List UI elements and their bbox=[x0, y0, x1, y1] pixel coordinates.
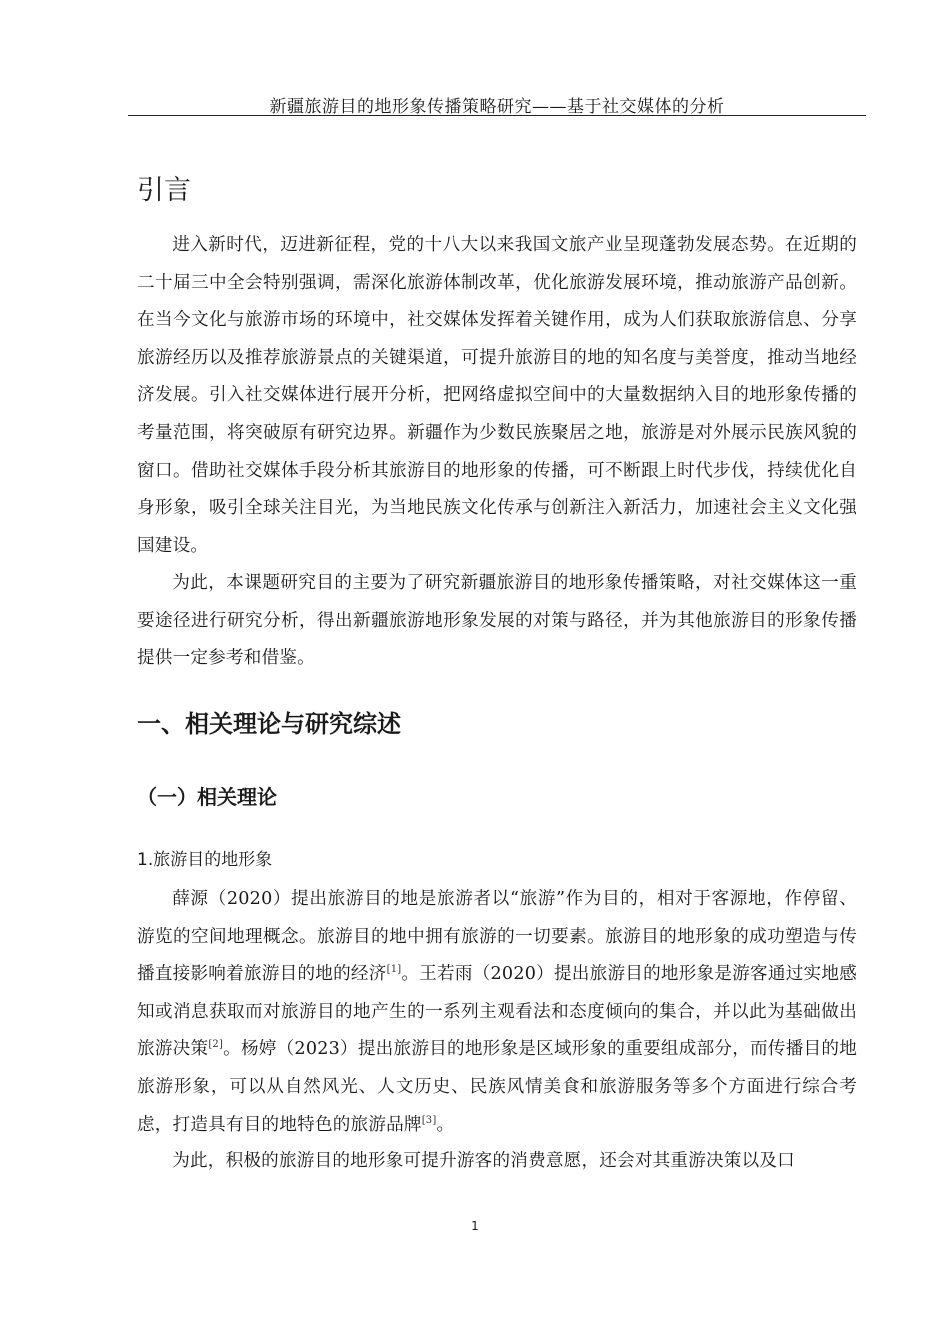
intro-paragraph-2: 为此，本课题研究目的主要为了研究新疆旅游目的地形象传播策略，对社交媒体这一重要途径进行研究分析，得出新疆旅游地形象发展的对策与路径，并为其他旅游目的形象传播提供一定参考和借鉴。 bbox=[137, 573, 857, 669]
citation-ref-2[interactable]: [2] bbox=[208, 1039, 224, 1051]
body-paragraph-4: 为此，积极的旅游目的地形象可提升游客的消费意愿，还会对其重游决策以及口 bbox=[172, 1151, 795, 1171]
paragraph-text: 。杨婷（2023）提出旅游目的地形象是区域形象的重要组成部分，而传播目的地旅游形象，可以从自然风光、人文历史、民族风情美食和旅游服务等多个方面进行综合考虑，打造具有目的地特色的旅游品牌 bbox=[137, 1039, 857, 1135]
paragraph-text: 。王若雨（2020）提出旅游目的地形象是游客通过实地感知或消息获取而对旅游目的地产生的一系列主观看法和态度倾向的集合，并以此为基础做出旅游决策 bbox=[137, 964, 857, 1060]
body-paragraph-3 bbox=[137, 881, 857, 1144]
paragraph-text: 。 bbox=[436, 1114, 455, 1135]
section-1-heading: 一、相关理论与研究综述 bbox=[137, 710, 401, 738]
page-number: 1 bbox=[471, 1219, 479, 1233]
item-heading: 1.旅游目的地形象 bbox=[137, 850, 273, 870]
running-header: 新疆旅游目的地形象传播策略研究——基于社交媒体的分析 bbox=[269, 97, 725, 117]
intro-paragraph-1: 进入新时代，迈进新征程，党的十八大以来我国文旅产业呈现蓬勃发展态势。在近期的二十届三中全会特别强调，需深化旅游体制改革，优化旅游发展环境，推动旅游产品创新。在当今文化与旅游市场的环境中，社交媒体发挥着关键作用，成为人们获取旅游信息、分享旅游经历以及推荐旅游景点的关键渠道，可提升旅游目的地的知名度与美誉度，推动当地经济发展。引入社交媒体进行展开分析，把网络虚拟空间中的大量数据纳入目的地形象传播的考量范围，将突破原有研究边界。新疆作为少数民族聚居之地，旅游是对外展示民族风貌的窗口。借助社交媒体手段分析其旅游目的地形象的传播，可不断跟上时代步伐，持续优化自身形象，吸引全球关注目光，为当地民族文化传承与创新注入新活力，加速社会主义文化强国建设。 bbox=[137, 235, 857, 556]
subsection-heading: （一）相关理论 bbox=[137, 785, 277, 809]
intro-heading: 引言 bbox=[137, 175, 191, 206]
citation-ref-3[interactable]: [3] bbox=[421, 1114, 437, 1126]
paragraph-text: 薛源（2020）提出旅游目的地是旅游者以“旅游”作为目的，相对于客源地，作停留、游览的空间地理概念。旅游目的地中拥有旅游的一切要素。旅游目的地形象的成功塑造与传播直接影响着旅游目的地的经济 bbox=[137, 889, 857, 985]
citation-ref-1[interactable]: [1] bbox=[386, 964, 402, 976]
header-divider bbox=[128, 115, 866, 116]
